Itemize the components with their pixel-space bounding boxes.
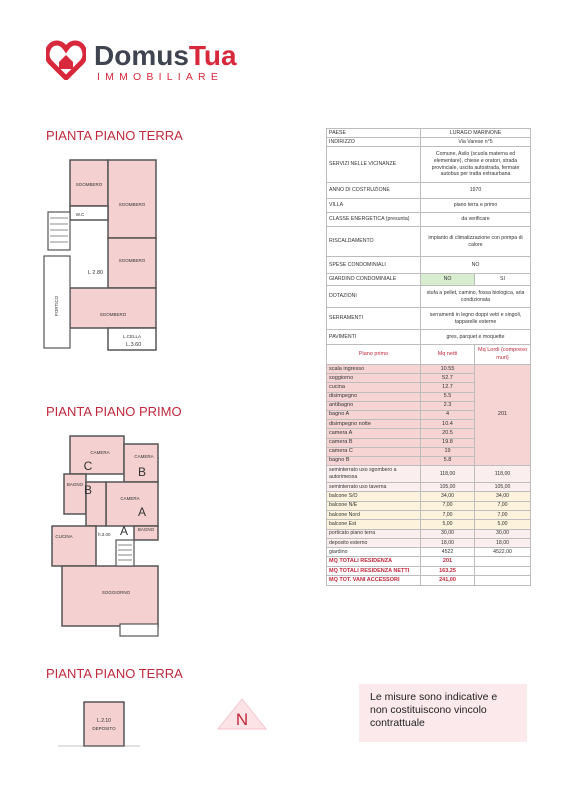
detail-label: PAESE	[327, 129, 421, 138]
accessory-gross: 30,00	[475, 529, 531, 538]
detail-value: NO	[421, 257, 531, 274]
column-header: Mq Lordi (compreso muri)	[475, 345, 531, 365]
detail-label: DOTAZIONI	[327, 286, 421, 308]
total-value: 241,00	[421, 576, 475, 586]
room-label: PORTICO	[54, 295, 59, 317]
total-label: MQ TOTALI RESIDENZA	[327, 557, 421, 567]
accessory-gross: 7,00	[475, 510, 531, 519]
detail-value: stufa a pellet, camino, fossa biologica, aria condizionata	[421, 286, 531, 308]
room-name: bagno A	[327, 410, 421, 419]
room-name: bagno B	[327, 456, 421, 465]
room-label: W.C	[75, 212, 85, 217]
room-name: camera C	[327, 447, 421, 456]
room-letter: A	[137, 505, 147, 519]
room-net-area: 20.5	[421, 429, 475, 438]
room-name: scala ingresso	[327, 365, 421, 374]
detail-label: SPESE CONDOMINIALI	[327, 257, 421, 274]
room-net-area: 4	[421, 410, 475, 419]
room-net-area: 19.8	[421, 438, 475, 447]
accessory-gross: 7,00	[475, 501, 531, 510]
detail-label: INDIRIZZO	[327, 138, 421, 147]
room-label: SGOMBERO	[118, 258, 146, 263]
room-label: SGOMBERO	[118, 202, 146, 207]
room-letter: B	[137, 465, 147, 479]
accessory-name: deposito esterno	[327, 538, 421, 547]
accessory-name: seminterrato uso sgombero a autorimessa	[327, 466, 421, 483]
disclaimer-note: Le misure sono indicative e non costituiscono vincolo contrattuale	[359, 684, 527, 742]
room-label: SGOMBERO	[99, 312, 127, 317]
detail-value: serramenti in legno doppi vetri e singoli, tapparelle esterne	[421, 308, 531, 330]
room-label: CUCINA	[55, 534, 73, 539]
detail-value: Comune, Asilo (scuola materna ed elementare), chiese e oratori, strada provinciale, uscita autostrada, fermate autobus per tratta extraurbana	[421, 147, 531, 183]
detail-label: CLASSE ENERGETICA (presunta)	[327, 213, 421, 227]
detail-label: VILLA	[327, 199, 421, 213]
detail-label: PAVIMENTI	[327, 330, 421, 345]
room-net-area: 19	[421, 447, 475, 456]
north-arrow-icon	[216, 697, 268, 731]
accessory-gross: 105,00	[475, 483, 531, 492]
first-floor-gross-area: 201	[475, 365, 531, 466]
detail-value: gres, parquet e moquette	[421, 330, 531, 345]
detail-value: impianto di climatizzazione con pompa di calore	[421, 227, 531, 257]
accessory-net: 4522	[421, 548, 475, 557]
property-details-table	[326, 128, 531, 586]
brand-tagline: IMMOBILIARE	[97, 71, 224, 83]
accessory-net: 118,00	[421, 466, 475, 483]
room-letter: A	[119, 524, 129, 538]
detail-value: SI	[475, 274, 531, 286]
ground-floor-plan	[40, 156, 160, 356]
detail-label: GIARDINO CONDOMINIALE	[327, 274, 421, 286]
detail-value: da verificare	[421, 213, 531, 227]
accessory-name: porticato piano terra	[327, 529, 421, 538]
house-heart-icon	[46, 38, 86, 80]
total-label: MQ TOT. VANI ACCESSORI	[327, 576, 421, 586]
room-name: camera A	[327, 429, 421, 438]
room-label: DEPOSITO	[92, 726, 116, 731]
room-net-area: 52.7	[421, 374, 475, 383]
room-name: soggiorno	[327, 374, 421, 383]
room-letter: C	[83, 459, 93, 473]
accessory-name: balcone N/E	[327, 501, 421, 510]
room-net-area: 2.3	[421, 401, 475, 410]
room-net-area: 12.7	[421, 383, 475, 392]
column-header: Mq netti	[421, 345, 475, 365]
accessory-net: 7,00	[421, 501, 475, 510]
accessory-net: 5,00	[421, 520, 475, 529]
accessory-name: balcone S/O	[327, 492, 421, 501]
accessory-net: 30,00	[421, 529, 475, 538]
room-label: BAGNO	[66, 482, 84, 487]
room-net-area: 10.4	[421, 420, 475, 429]
brand-logo	[46, 38, 286, 88]
accessory-name: seminterrato uso taverna	[327, 483, 421, 492]
room-net-area: 5.5	[421, 392, 475, 401]
room-name: antibagno	[327, 401, 421, 410]
detail-value: NO	[421, 274, 475, 286]
accessory-gross: 118,00	[475, 466, 531, 483]
detail-value: Via Varese n°5	[421, 138, 531, 147]
first-floor-plan	[44, 428, 164, 638]
detail-label: SERVIZI NELLE VICINANZE	[327, 147, 421, 183]
accessory-gross: 5,00	[475, 520, 531, 529]
ground-floor-title-2: PIANTA PIANO TERRA	[46, 666, 183, 681]
accessory-net: 34,00	[421, 492, 475, 501]
deposito-plan	[44, 692, 144, 752]
room-name: camera B	[327, 438, 421, 447]
north-label: N	[235, 710, 249, 729]
room-label: CAMERA	[134, 454, 154, 459]
accessory-net: 105,00	[421, 483, 475, 492]
detail-label: SERRAMENTI	[327, 308, 421, 330]
total-value: 163,25	[421, 566, 475, 576]
detail-value: piano terra e primo	[421, 199, 531, 213]
accessory-gross: 4522,00	[475, 548, 531, 557]
dimension-label: L.3.60	[126, 342, 142, 348]
accessory-name: balcone Est	[327, 520, 421, 529]
room-net-area: 5.8	[421, 456, 475, 465]
detail-label: ANNO DI COSTRUZIONE	[327, 183, 421, 199]
ground-floor-title: PIANTA PIANO TERRA	[46, 128, 183, 143]
accessory-gross: 18,00	[475, 538, 531, 547]
dimension-label: h.3.00	[98, 532, 111, 537]
accessory-net: 18,00	[421, 538, 475, 547]
room-name: disimpegno	[327, 392, 421, 401]
accessory-name: giardino	[327, 548, 421, 557]
room-label: CAMERA	[90, 450, 110, 455]
room-name: cucina	[327, 383, 421, 392]
accessory-name: balcone Nord	[327, 510, 421, 519]
room-net-area: 10.55	[421, 365, 475, 374]
room-label: SGOMBERO	[75, 182, 103, 187]
first-floor-title: PIANTA PIANO PRIMO	[46, 404, 182, 419]
room-label: BAGNO	[137, 527, 155, 532]
room-label: CAMERA	[120, 496, 140, 501]
detail-label: RISCALDAMENTO	[327, 227, 421, 257]
total-value: 201	[421, 557, 475, 567]
accessory-net: 7,00	[421, 510, 475, 519]
detail-value: LURAGO MARINONE	[421, 129, 531, 138]
brand-name: DomusTua	[94, 40, 237, 71]
column-header: Piano primo	[327, 345, 421, 365]
room-name: disimpegno notte	[327, 420, 421, 429]
total-label: MQ TOTALI RESIDENZA NETTI	[327, 566, 421, 576]
dimension-label: L.2.10	[97, 718, 111, 724]
room-label: L.CELLA	[122, 334, 142, 339]
dimension-label: L 2.80	[88, 270, 104, 276]
accessory-gross: 34,00	[475, 492, 531, 501]
room-label: SOGGIORNO	[101, 590, 131, 595]
detail-value: 1970	[421, 183, 531, 199]
room-letter: B	[83, 483, 93, 497]
